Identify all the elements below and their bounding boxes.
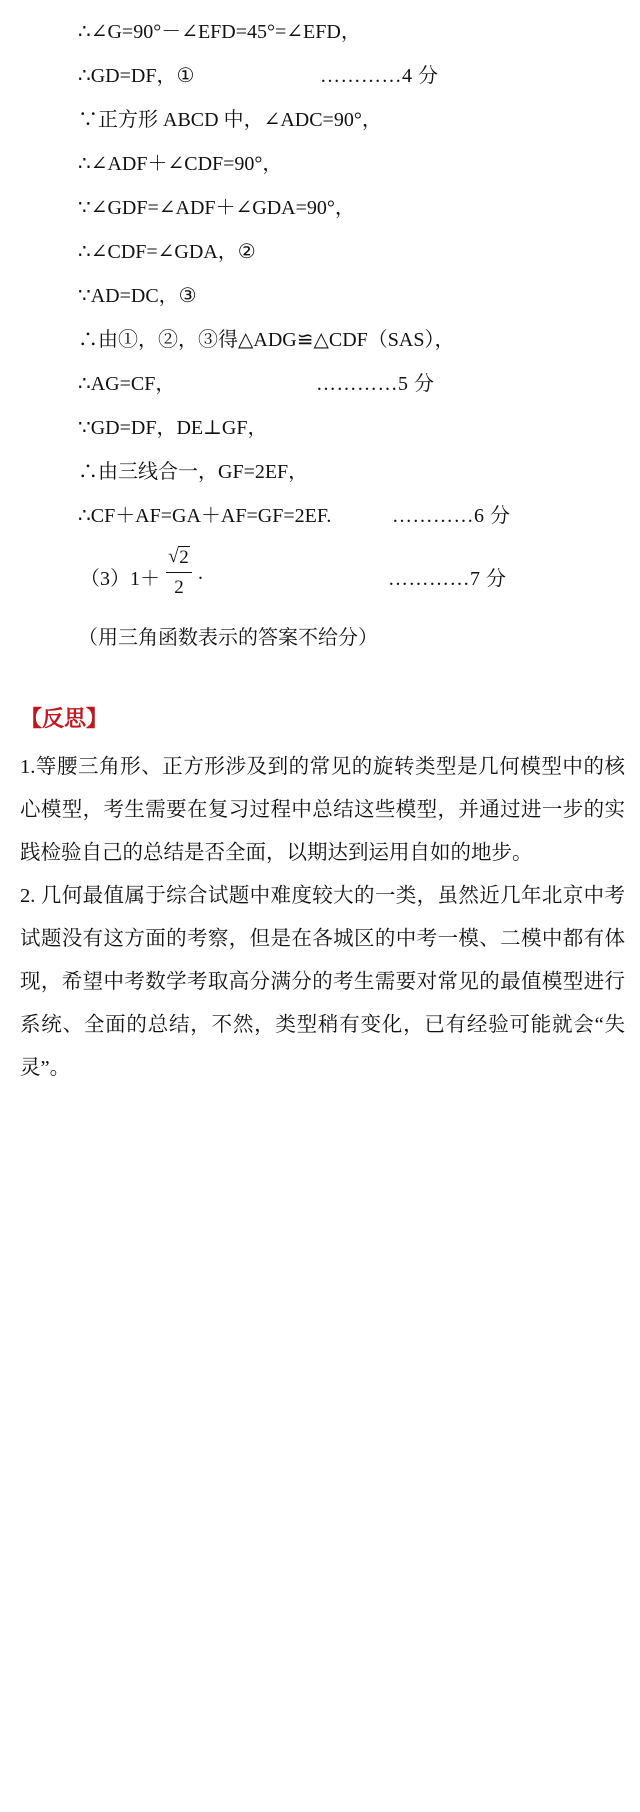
answer-integer-part: 1＋ (130, 568, 160, 590)
proof-text: ∴AG=CF， (78, 373, 176, 395)
radical-sign: √ (168, 546, 179, 567)
proof-text: ∴由三线合一，GF=2EF， (78, 461, 309, 483)
part3-answer (78, 540, 618, 610)
grading-note: （用三角函数表示的答案不给分） (78, 627, 378, 649)
proof-text: ∵GD=DF，DE⊥GF， (78, 417, 268, 439)
proof-text: ∴∠ADF＋∠CDF=90°， (78, 153, 283, 175)
proof-text: ∴CF＋AF=GA＋AF=GF=2EF. (78, 505, 332, 527)
proof-text: ∴由①，②，③得△ADG≌△CDF（SAS）， (78, 329, 455, 351)
answer-period: . (198, 562, 203, 584)
proof-line (78, 362, 618, 406)
proof-text: ∵正方形 ABCD 中，∠ADC=90°， (78, 109, 382, 131)
part-label: （3） (80, 568, 130, 590)
reflection-paragraph: 2. 几何最值属于综合试题中难度较大的一类，虽然近几年北京中考试题没有这方面的考察，但是在各城区的中考一模、二模中都有体现，希望中考数学考取高分满分的考生需要对常见的最值模型进行系统、全面的总结，不然，类型稍有变化，已有经验可能就会“失灵”。 (20, 885, 625, 1079)
proof-text: ∴GD=DF，① (78, 65, 195, 87)
fraction-denominator: 2 (174, 577, 184, 598)
proof-line (78, 274, 618, 318)
fraction-numerator (164, 544, 194, 572)
reflection-title: 【反思】 (20, 707, 109, 732)
reflection-paragraph: 1.等腰三角形、正方形涉及到的常见的旋转类型是几何模型中的核心模型，考生需要在复习过程中总结这些模型，并通过进一步的实践检验自己的总结是否全面，以期达到运用自如的地步。 (20, 756, 625, 864)
score-marker: …………5 分 (316, 373, 435, 395)
proof-text: ∵∠GDF=∠ADF＋∠GDA=90°， (78, 197, 355, 219)
proof-line (78, 318, 618, 362)
proof-line (78, 142, 618, 186)
reflection-section (20, 700, 625, 1090)
proof-line (78, 10, 618, 54)
proof-line (78, 450, 618, 494)
proof-line (78, 406, 618, 450)
proof-line (78, 494, 618, 538)
score-marker: …………4 分 (320, 65, 439, 87)
proof-block (78, 10, 618, 660)
proof-text: ∴∠G=90°－∠EFD=45°=∠EFD， (78, 21, 361, 43)
square-root (168, 544, 190, 572)
score-marker: …………6 分 (392, 505, 511, 527)
proof-line (78, 186, 618, 230)
proof-line (78, 54, 618, 98)
score-marker: …………7 分 (388, 568, 507, 590)
proof-text: ∵AD=DC，③ (78, 285, 197, 307)
proof-line (78, 98, 618, 142)
proof-line (78, 230, 618, 274)
radicand: 2 (179, 547, 189, 568)
proof-text: ∴∠CDF=∠GDA，② (78, 241, 256, 263)
fraction (164, 544, 194, 603)
